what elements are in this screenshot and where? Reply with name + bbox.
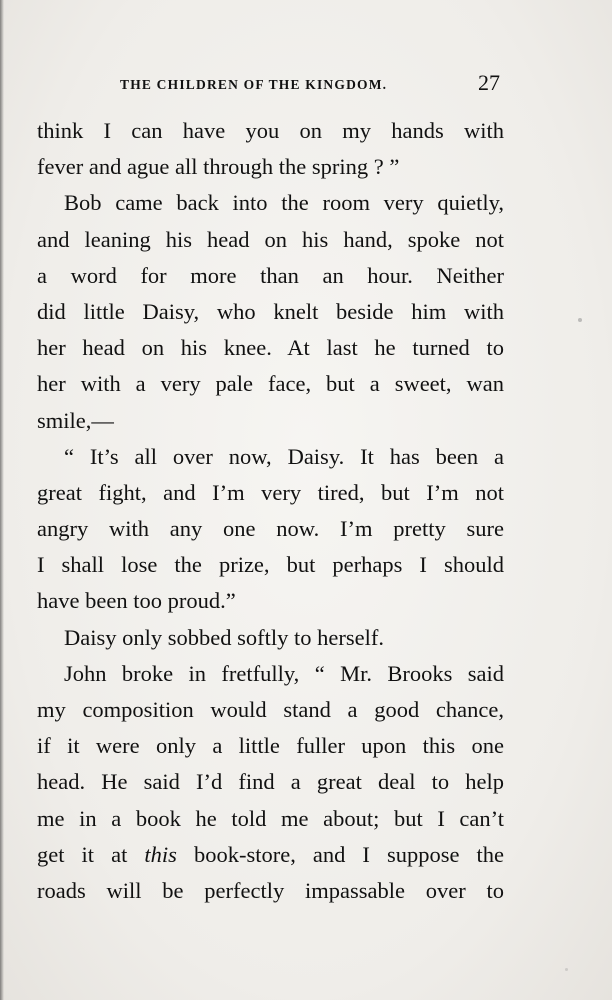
text-line: get it at this book-store, and I suppose the bbox=[37, 841, 504, 867]
text-line: did little Daisy, who knelt beside him with bbox=[37, 298, 504, 324]
text-line: Bob came back into the room very quietly, bbox=[64, 190, 504, 216]
paper-speck bbox=[565, 968, 568, 971]
text-line: my composition would stand a good chance, bbox=[37, 697, 504, 722]
text-line: me in a book he told me about; but I can’t bbox=[37, 805, 504, 831]
text-line: angry with any one now. I’m pretty sure bbox=[37, 516, 504, 542]
text-line: John broke in fretfully, “ Mr. Brooks said bbox=[64, 660, 504, 686]
text-line: if it were only a little fuller upon this one bbox=[37, 733, 504, 759]
text-line: her with a very pale face, but a sweet, wan bbox=[37, 371, 504, 397]
text-line: a word for more than an hour. Neither bbox=[37, 262, 504, 288]
text-line: great fight, and I’m very tired, but I’m not bbox=[37, 479, 504, 505]
text-line: and leaning his head on his hand, spoke not bbox=[37, 226, 504, 252]
text-line: roads will be perfectly impassable over to bbox=[37, 877, 504, 903]
text-line: have been too proud.” bbox=[37, 588, 236, 614]
text-line: head. He said I’d find a great deal to help bbox=[37, 769, 504, 795]
body-text bbox=[37, 113, 504, 909]
paper-speck bbox=[578, 318, 582, 322]
text-line: “ It’s all over now, Daisy. It has been a bbox=[64, 443, 504, 469]
text-line: her head on his knee. At last he turned to bbox=[37, 335, 504, 361]
text-line: fever and ague all through the spring ? ” bbox=[37, 154, 400, 180]
text-line: smile,— bbox=[37, 407, 114, 433]
text-line: I shall lose the prize, but perhaps I should bbox=[37, 552, 504, 578]
running-title: THE CHILDREN OF THE KINGDOM. bbox=[120, 77, 388, 92]
page-binding-edge bbox=[0, 0, 4, 1000]
text-line: think I can have you on my hands with bbox=[37, 118, 504, 143]
page-number: 27 bbox=[478, 70, 500, 95]
text-line: Daisy only sobbed softly to herself. bbox=[64, 624, 384, 650]
italic-word: this bbox=[144, 841, 177, 867]
